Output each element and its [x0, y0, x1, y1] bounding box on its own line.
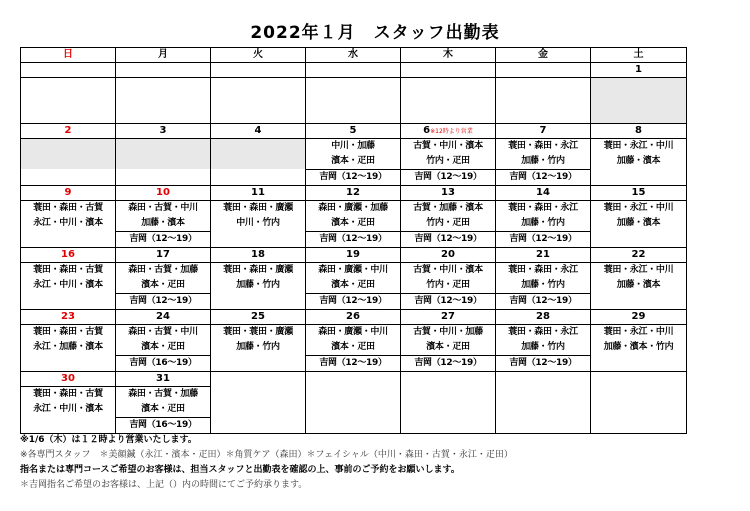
weekday-sat: 土 [591, 48, 687, 63]
yoshioka-hours: 吉岡（12～19） [496, 355, 590, 371]
staff-line: 森田・廣瀬・中川 [318, 327, 388, 337]
week-row [21, 248, 687, 310]
day-cell [401, 63, 496, 124]
staff-line: 蓑田・森田・廣瀬 [223, 265, 293, 275]
staff-line: 加藤・濱本 [616, 218, 661, 228]
staff-line: 古賀・中川・加藤 [413, 327, 483, 337]
weekday-wed: 水 [306, 48, 401, 63]
day-number-text: 19 [346, 249, 360, 260]
day-number-text: 8 [635, 125, 642, 136]
staff-line: 加藤・竹内 [236, 342, 280, 352]
day-cell [21, 186, 116, 248]
staff-line: 森田・古賀・中川 [128, 327, 198, 337]
staff-line: 加藤・濱本・竹内 [603, 342, 674, 352]
day-number-text: 24 [156, 311, 170, 322]
day-number [401, 63, 495, 78]
yoshioka-hours: 吉岡（12～19） [306, 293, 400, 309]
day-body [211, 325, 305, 355]
weekday-mon: 月 [116, 48, 211, 63]
week-row [21, 63, 687, 124]
day-number [116, 124, 210, 139]
day-number-text: 13 [441, 187, 455, 198]
day-body [21, 387, 115, 417]
day-number [591, 310, 686, 325]
staff-line: 永江・加藤・濱本 [33, 342, 103, 352]
day-cell [116, 63, 211, 124]
day-number [116, 372, 210, 387]
day-cell [211, 186, 306, 248]
staff-line: 加藤・竹内 [521, 280, 565, 290]
day-number-text: 25 [251, 311, 265, 322]
staff-line: 濱本・疋田 [331, 156, 375, 166]
day-number-text: 4 [254, 125, 262, 136]
staff-line: 濱本・疋田 [331, 280, 375, 290]
day-note: ※12時より営業 [430, 128, 473, 135]
day-number [591, 186, 686, 201]
staff-line: 中川・加藤 [331, 141, 375, 151]
day-number-text: 31 [156, 373, 170, 384]
yoshioka-hours: 吉岡（12～19） [401, 293, 495, 309]
day-number [306, 63, 400, 78]
notes [20, 433, 740, 493]
day-number-text: 2 [64, 125, 72, 136]
staff-line: 加藤・竹内 [521, 156, 565, 166]
day-body [306, 263, 400, 309]
day-cell [21, 63, 116, 124]
staff-line: 竹内・疋田 [426, 156, 470, 166]
day-body [591, 78, 686, 123]
day-number-text: 28 [536, 311, 550, 322]
day-body [591, 139, 686, 169]
yoshioka-hours: 吉岡（12～19） [401, 231, 495, 247]
staff-line: 蓑田・森田・古賀 [33, 327, 103, 337]
staff-line: 蓑田・永江・中川 [603, 141, 674, 151]
day-number-text: 9 [64, 187, 72, 198]
day-number [591, 124, 686, 139]
staff-line: 蓑田・蓑田・廣瀬 [223, 327, 293, 337]
day-number-text: 10 [156, 187, 170, 198]
staff-line: 蓑田・永江・中川 [603, 265, 674, 275]
day-number-text: 18 [251, 249, 265, 260]
staff-line: 森田・廣瀬・加藤 [318, 203, 388, 213]
week-row [21, 186, 687, 248]
yoshioka-hours: 吉岡（12～19） [496, 293, 590, 309]
day-number-text: 22 [631, 249, 646, 260]
day-number [21, 310, 115, 325]
day-number-text: 17 [156, 249, 170, 260]
day-cell [496, 186, 591, 248]
day-cell [116, 310, 211, 372]
note-reservation: 指名または専門コースご希望のお客様は、担当スタッフと出勤表を確認の上、事前のご予約をお願いします。 [20, 465, 460, 475]
day-body [306, 139, 400, 185]
day-number-text: 26 [346, 311, 360, 322]
day-cell [591, 124, 687, 186]
staff-line: 加藤・竹内 [521, 342, 565, 352]
day-cell [496, 124, 591, 186]
week-row [21, 372, 687, 434]
page-title: 2022年１月 スタッフ出勤表 [250, 23, 500, 43]
yoshioka-hours: 吉岡（16～19） [116, 355, 210, 371]
day-cell [591, 310, 687, 372]
yoshioka-hours: 吉岡（12～19） [306, 355, 400, 371]
empty-cell [496, 372, 591, 434]
day-cell [591, 186, 687, 248]
day-number-text: 11 [251, 187, 265, 198]
yoshioka-hours: 吉岡（12～19） [306, 169, 400, 185]
staff-line: 森田・古賀・加藤 [128, 265, 198, 275]
staff-line: 蓑田・森田・廣瀬 [223, 203, 293, 213]
day-number [211, 124, 305, 139]
staff-line: 蓑田・森田・永江 [508, 141, 578, 151]
day-number-text: 20 [441, 249, 455, 260]
day-number [116, 186, 210, 201]
day-body [306, 201, 400, 247]
day-number-text: 23 [61, 311, 75, 322]
day-number-text: 16 [61, 249, 75, 260]
day-number-text: 21 [536, 249, 550, 260]
day-number [496, 63, 590, 78]
week-row [21, 124, 687, 186]
day-cell [306, 63, 401, 124]
staff-line: 竹内・疋田 [426, 280, 470, 290]
day-number [116, 310, 210, 325]
day-cell [211, 63, 306, 124]
day-cell [306, 124, 401, 186]
day-body [401, 263, 495, 309]
day-body [496, 263, 590, 309]
weekday-sun: 日 [21, 48, 116, 63]
day-body [21, 139, 115, 169]
day-number-text: 6 [423, 125, 431, 136]
day-number [21, 372, 115, 387]
day-cell [401, 186, 496, 248]
day-body [116, 325, 210, 371]
day-cell [306, 248, 401, 310]
staff-line: 蓑田・森田・古賀 [33, 203, 103, 213]
schedule-table [20, 47, 687, 434]
day-body [306, 325, 400, 371]
empty-cell [306, 372, 401, 434]
day-number [21, 186, 115, 201]
day-number-text: 12 [346, 187, 360, 198]
day-number-text: 3 [159, 125, 167, 136]
staff-line: 加藤・濱本 [141, 218, 185, 228]
day-number-text: 27 [441, 311, 455, 322]
day-number [306, 186, 400, 201]
day-cell [211, 124, 306, 186]
day-body [116, 201, 210, 247]
staff-line: 蓑田・森田・古賀 [33, 389, 103, 399]
staff-line: 永江・中川・濱本 [33, 280, 103, 290]
day-number-text: 30 [61, 373, 75, 384]
staff-line: 濱本・疋田 [331, 342, 375, 352]
staff-line: 蓑田・森田・永江 [508, 265, 578, 275]
day-number [401, 248, 495, 263]
day-body [591, 201, 686, 231]
yoshioka-hours: 吉岡（12～19） [116, 293, 210, 309]
empty-cell [211, 372, 306, 434]
day-cell [401, 248, 496, 310]
weekday-header-row [21, 48, 687, 63]
day-number [21, 248, 115, 263]
day-number [306, 310, 400, 325]
yoshioka-hours: 吉岡（12～19） [116, 231, 210, 247]
day-cell [21, 124, 116, 186]
yoshioka-hours: 吉岡（12～19） [496, 169, 590, 185]
staff-line: 古賀・中川・濱本 [413, 141, 483, 151]
staff-line: 加藤・濱本 [616, 280, 661, 290]
staff-line: 蓑田・森田・永江 [508, 203, 578, 213]
yoshioka-hours: 吉岡（12～19） [401, 355, 495, 371]
day-number [401, 310, 495, 325]
day-cell [496, 248, 591, 310]
day-body [116, 387, 210, 433]
day-cell [496, 310, 591, 372]
day-body [211, 139, 305, 169]
weekday-tue: 火 [211, 48, 306, 63]
staff-line: 森田・古賀・加藤 [128, 389, 198, 399]
day-body [496, 325, 590, 371]
day-cell [401, 310, 496, 372]
day-cell [116, 372, 211, 434]
day-number-text: 14 [536, 187, 550, 198]
day-cell [116, 248, 211, 310]
staff-line: 古賀・加藤・濱本 [413, 203, 483, 213]
day-body [496, 139, 590, 185]
staff-line: 濱本・疋田 [141, 342, 185, 352]
day-cell [591, 63, 687, 124]
empty-cell [401, 372, 496, 434]
day-cell [116, 186, 211, 248]
note-yoshioka: ＊吉岡指名ご希望のお客様は、上記（）内の時間にてご予約承ります。 [20, 480, 308, 490]
day-body [21, 201, 115, 231]
day-body [591, 263, 686, 293]
day-body [591, 325, 686, 355]
day-number [496, 186, 590, 201]
day-cell [306, 310, 401, 372]
day-body [211, 201, 305, 231]
staff-line: 森田・古賀・中川 [128, 203, 198, 213]
empty-cell [591, 372, 687, 434]
staff-line: 濱本・疋田 [141, 280, 185, 290]
day-body [21, 263, 115, 293]
staff-line: 濱本・疋田 [141, 404, 185, 414]
staff-line: 中川・竹内 [236, 218, 280, 228]
day-body [21, 325, 115, 355]
staff-line: 加藤・濱本 [616, 156, 661, 166]
day-cell [116, 124, 211, 186]
day-number [21, 63, 115, 78]
day-number [591, 63, 686, 78]
day-number [211, 186, 305, 201]
day-body [401, 201, 495, 247]
day-body [211, 263, 305, 293]
staff-line: 加藤・竹内 [521, 218, 565, 228]
week-row [21, 310, 687, 372]
day-number [306, 124, 400, 139]
day-cell [21, 248, 116, 310]
day-number-text: 29 [631, 311, 646, 322]
day-number [401, 124, 495, 139]
day-body [401, 139, 495, 185]
day-cell [21, 372, 116, 434]
yoshioka-hours: 吉岡（16～19） [116, 417, 210, 433]
staff-line: 濱本・疋田 [426, 342, 470, 352]
day-cell [21, 310, 116, 372]
note-opening: ※1/6（木）は１２時より営業いたします。 [20, 435, 197, 445]
day-number-text: 7 [539, 125, 547, 136]
day-number [211, 63, 305, 78]
staff-line: 古賀・中川・濱本 [413, 265, 483, 275]
weekday-fri: 金 [496, 48, 591, 63]
day-number [116, 63, 210, 78]
staff-line: 蓑田・森田・永江 [508, 327, 578, 337]
day-number [21, 124, 115, 139]
day-cell [591, 248, 687, 310]
day-number [496, 310, 590, 325]
day-number [401, 186, 495, 201]
day-body [116, 263, 210, 309]
yoshioka-hours: 吉岡（12～19） [401, 169, 495, 185]
staff-line: 蓑田・永江・中川 [603, 203, 674, 213]
day-number [116, 248, 210, 263]
day-cell [211, 248, 306, 310]
yoshioka-hours: 吉岡（12～19） [306, 231, 400, 247]
staff-line: 加藤・竹内 [236, 280, 280, 290]
day-number [306, 248, 400, 263]
staff-line: 永江・中川・濱本 [33, 218, 103, 228]
day-body [116, 139, 210, 169]
yoshioka-hours: 吉岡（12～19） [496, 231, 590, 247]
day-number-text: 1 [635, 64, 642, 75]
staff-line: 蓑田・森田・古賀 [33, 265, 103, 275]
staff-line: 森田・廣瀬・中川 [318, 265, 388, 275]
day-number [591, 248, 686, 263]
weekday-thu: 木 [401, 48, 496, 63]
day-number [496, 124, 590, 139]
staff-line: 永江・中川・濱本 [33, 404, 103, 414]
staff-line: 竹内・疋田 [426, 218, 470, 228]
staff-line: 蓑田・永江・中川 [603, 327, 674, 337]
day-number [211, 248, 305, 263]
day-number [211, 310, 305, 325]
day-number-text: 15 [631, 187, 646, 198]
day-body [496, 201, 590, 247]
day-cell [496, 63, 591, 124]
day-cell [306, 186, 401, 248]
staff-line: 濱本・疋田 [331, 218, 375, 228]
day-number-text: 5 [349, 125, 357, 136]
day-number [496, 248, 590, 263]
note-specialists: ※各専門スタッフ ＊美顔鍼（永江・濱本・疋田）＊角質ケア（森田）＊フェイシャル（中川・森田・古賀・永江・疋田） [20, 450, 513, 460]
day-cell [211, 310, 306, 372]
day-cell [401, 124, 496, 186]
day-body [401, 325, 495, 371]
